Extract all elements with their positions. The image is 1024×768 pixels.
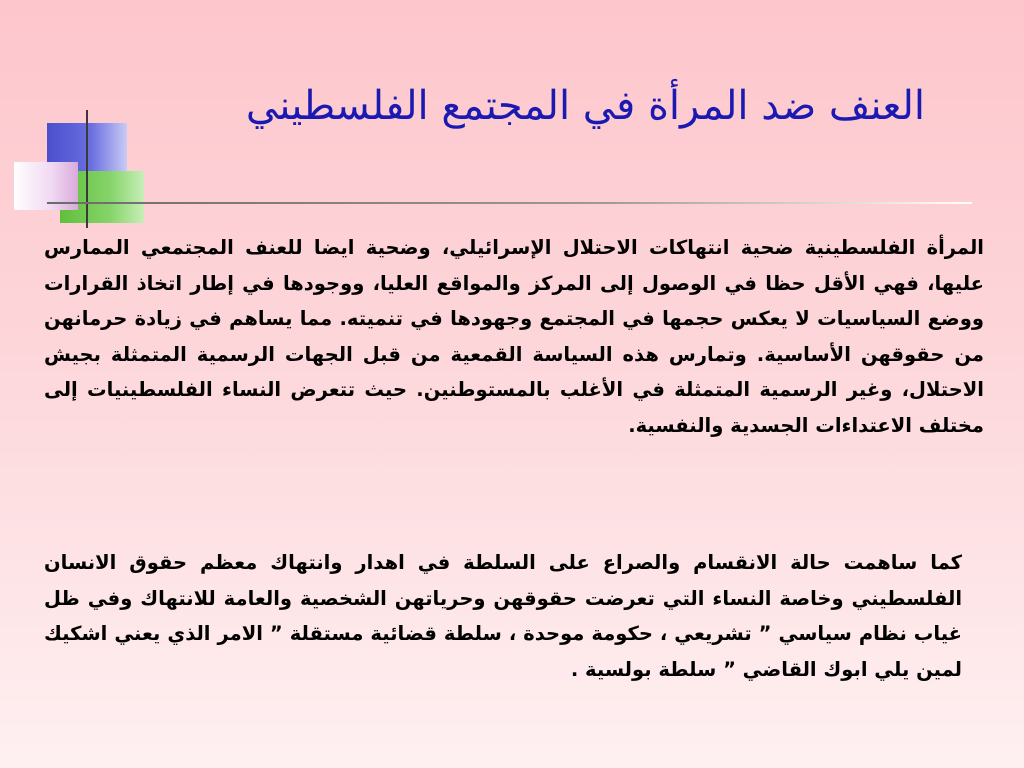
title-divider-line	[47, 202, 972, 204]
body-paragraph-2: كما ساهمت حالة الانقسام والصراع على السلطة في اهدار وانتهاك معظم حقوق الانسان الفلسطيني وخاصة النساء التي تعرضت حقوقهن وحرياتهن الشخصية والعامة للانتهاك وفي ظل غياب نظام سياسي ” تشريعي ، حكومة موحدة ، سلطة قضائية مستقلة ” الامر الذي يعني اشكيك لمين يلي ابوك القاضي ” سلطة بولسية .	[44, 551, 962, 681]
body-paragraph-1: المرأة الفلسطينية ضحية انتهاكات الاحتلال الإسرائيلي، وضحية ايضا للعنف المجتمعي الممارس عليها، فهي الأقل حظا في الوصول إلى المركز والمواقع العليا، ووجودها في إطار اتخاذ القرارات ووضع السياسيات لا يعكس حجمها في المجتمع وجهودها في تنميته. مما يساهم في زيادة حرمانهن من حقوقهن الأساسية. وتمارس هذه السياسة القمعية من قبل الجهات الرسمية المتمثلة بجيش الاحتلال، وغير الرسمية المتمثلة في الأغلب بالمستوطنين. حيث تتعرض النساء الفلسطينيات إلى مختلف الاعتداءات الجسدية والنفسية.	[44, 236, 984, 437]
slide-title: العنف ضد المرأة في المجتمع الفلسطيني	[245, 83, 925, 129]
decorative-vertical-line	[86, 110, 88, 228]
